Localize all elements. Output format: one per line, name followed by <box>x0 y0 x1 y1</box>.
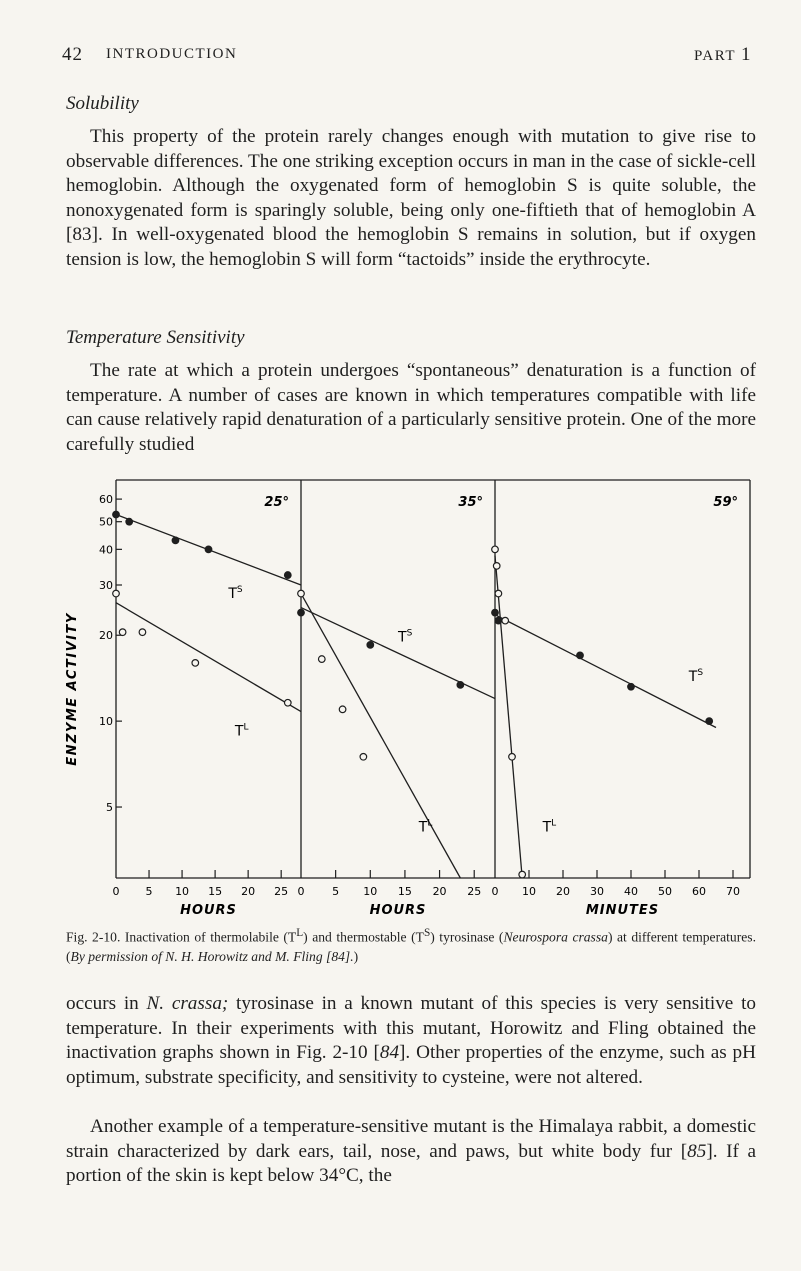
x-tick-label: 0 <box>297 885 305 898</box>
labile-data-point <box>492 546 499 553</box>
heading-solubility: Solubility <box>66 93 139 114</box>
labile-series-label-sup: L <box>427 818 433 829</box>
labile-fit-line <box>116 603 301 712</box>
x-tick-label: 5 <box>332 885 340 898</box>
caption-credit: By permission of N. H. Horowitz and M. Fling [84]. <box>70 948 354 964</box>
y-axis-title: ENZYME ACTIVITY <box>65 612 80 766</box>
stable-series-label-sup: S <box>697 668 704 679</box>
stable-series-label-sup: S <box>236 585 243 596</box>
x-tick-label: 20 <box>432 885 447 898</box>
x-tick-label: 20 <box>556 885 570 898</box>
labile-data-point <box>339 706 346 713</box>
labile-series-label-letter: T <box>542 819 552 836</box>
caption-text-5: ) <box>353 948 359 964</box>
stable-data-point <box>706 718 713 725</box>
caption-sup-s: S <box>423 927 431 939</box>
stable-fit-line <box>301 608 495 699</box>
labile-series-label-letter: T <box>234 723 244 740</box>
himalaya-text-b: ]. If a portion of the skin is kept below 34°C, the <box>66 1140 756 1187</box>
caption-text-3: ) tyrosinase ( <box>430 929 504 945</box>
x-tick-label: 30 <box>590 885 604 898</box>
labile-data-point <box>502 617 509 624</box>
labile-data-point <box>119 629 126 636</box>
inactivation-figure <box>60 476 760 922</box>
paragraph-temperature: The rate at which a protein undergoes “spontaneous” denaturation is a function of temperature. A number of cases are known in which temperatures compatible with life can cause relatively rapid denaturation of a particularly sensitive protein. One of the more carefully studied <box>66 360 756 455</box>
x-axis-title: HOURS <box>369 903 427 918</box>
y-tick-label: 40 <box>99 543 113 557</box>
x-tick-label: 10 <box>363 885 378 898</box>
x-tick-label: 70 <box>726 885 740 898</box>
stable-series-label-sup: S <box>406 628 413 639</box>
stable-data-point <box>126 518 133 525</box>
stable-data-point <box>113 511 120 518</box>
stable-series-label <box>227 585 243 602</box>
stable-series-label <box>688 668 704 685</box>
x-tick-label: 20 <box>241 885 256 898</box>
x-tick-label: 10 <box>522 885 536 898</box>
caption-text-4: ) at different temperatures. ( <box>66 929 756 964</box>
x-tick-label: 50 <box>658 885 672 898</box>
continuation-text-c: ]. Other properties of the enzyme, such as pH optimum, substrate specificity, and sensitivity to cysteine, were not altered. <box>66 1042 756 1088</box>
labile-series-label <box>234 723 249 740</box>
labile-data-point <box>318 656 325 663</box>
stable-series-label-letter: T <box>688 669 698 686</box>
stable-data-point <box>205 546 212 553</box>
labile-fit-line <box>495 556 522 878</box>
labile-data-point <box>519 871 526 878</box>
continuation-ref: 84 <box>379 1042 400 1064</box>
stable-data-point <box>628 683 635 690</box>
caption-text-2: ) and thermostable (T <box>303 929 424 945</box>
section-title: INTRODUCTION <box>106 46 238 62</box>
y-tick-label: 50 <box>99 515 113 529</box>
caption-sup-l: L <box>296 927 304 939</box>
figure-caption <box>66 924 756 966</box>
panel-title: 25° <box>264 495 289 510</box>
y-tick-label: 5 <box>106 801 113 815</box>
labile-fit-line <box>301 594 460 878</box>
labile-data-point <box>298 590 305 597</box>
panel-title: 59° <box>713 495 738 510</box>
stable-series-label <box>397 629 413 646</box>
stable-data-point <box>367 642 374 649</box>
paragraph-himalaya <box>66 1115 756 1189</box>
x-tick-label: 0 <box>112 885 120 898</box>
x-tick-label: 25 <box>467 885 482 898</box>
x-tick-label: 40 <box>624 885 638 898</box>
x-tick-label: 5 <box>145 885 153 898</box>
labile-data-point <box>493 563 500 570</box>
labile-data-point <box>139 629 146 636</box>
stable-fit-line <box>495 615 716 728</box>
labile-series-label-sup: L <box>551 818 557 829</box>
labile-series-label-letter: T <box>418 819 428 836</box>
x-tick-label: 15 <box>397 885 412 898</box>
labile-data-point <box>495 590 502 597</box>
x-tick-label: 15 <box>208 885 223 898</box>
continuation-species: N. crassa; <box>146 993 229 1014</box>
x-axis-title: HOURS <box>180 903 237 918</box>
continuation-text-b: tyrosinase in a known mutant of this species is very sensitive to temperature. In their experiments with this mutant, Horowitz and Fling obtained the inactivation graphs shown in Fig. 2-10 [ <box>66 993 756 1064</box>
part-number: 1 <box>741 44 752 65</box>
labile-series-label-sup: L <box>243 722 249 733</box>
caption-label: Fig. 2-10. <box>66 929 121 945</box>
caption-species: Neurospora crassa <box>503 929 608 945</box>
part-label <box>694 44 752 66</box>
stable-series-label-letter: T <box>228 586 237 603</box>
x-axis-title: MINUTES <box>585 903 660 918</box>
labile-series-label <box>418 819 433 836</box>
labile-series-label <box>542 819 557 836</box>
y-tick-label: 60 <box>99 493 113 507</box>
continuation-text-a: occurs in <box>66 993 147 1014</box>
part-word: PART <box>693 48 736 64</box>
x-tick-label: 25 <box>274 885 289 898</box>
stable-data-point <box>577 652 584 659</box>
running-header <box>62 44 752 70</box>
x-tick-label: 10 <box>175 885 190 898</box>
labile-data-point <box>509 753 516 760</box>
heading-temperature-sensitivity: Temperature Sensitivity <box>66 327 245 348</box>
labile-data-point <box>360 753 367 760</box>
y-tick-label: 30 <box>99 578 113 592</box>
x-tick-label: 0 <box>491 885 499 898</box>
himalaya-text-a: Another example of a temperature-sensitive mutant is the Himalaya rabbit, a domestic strain characterized by dark ears, tail, nose, and paws, but white body fur [ <box>66 1116 756 1162</box>
paragraph-solubility: This property of the protein rarely changes enough with mutation to give rise to observable differences. The one striking exception occurs in man in the case of sickle-cell hemoglobin. Although the oxygenated form of hemoglobin S is quite soluble, the nonoxygenated form is sparingly soluble, being only one-fiftieth that of hemoglobin A [83]. In well-oxygenated blood the hemoglobin S remains in solution, but if oxygen tension is low, the hemoglobin S will form “tactoids” inside the erythrocyte. <box>66 126 756 270</box>
stable-data-point <box>492 609 499 616</box>
stable-data-point <box>457 682 464 689</box>
labile-data-point <box>284 699 291 706</box>
himalaya-ref: 85 <box>687 1140 707 1162</box>
page-number: 42 <box>62 44 83 65</box>
stable-data-point <box>284 572 291 579</box>
stable-data-point <box>172 537 179 544</box>
y-tick-label: 10 <box>99 715 113 729</box>
stable-series-label-letter: T <box>398 629 407 646</box>
panel-title: 35° <box>458 495 483 510</box>
paragraph-continuation <box>66 992 756 1090</box>
y-tick-label: 20 <box>99 629 113 643</box>
x-tick-label: 60 <box>692 885 706 898</box>
labile-data-point <box>192 660 199 667</box>
labile-data-point <box>113 590 120 597</box>
caption-text-1: Inactivation of thermolabile (T <box>124 929 297 945</box>
stable-data-point <box>298 609 305 616</box>
